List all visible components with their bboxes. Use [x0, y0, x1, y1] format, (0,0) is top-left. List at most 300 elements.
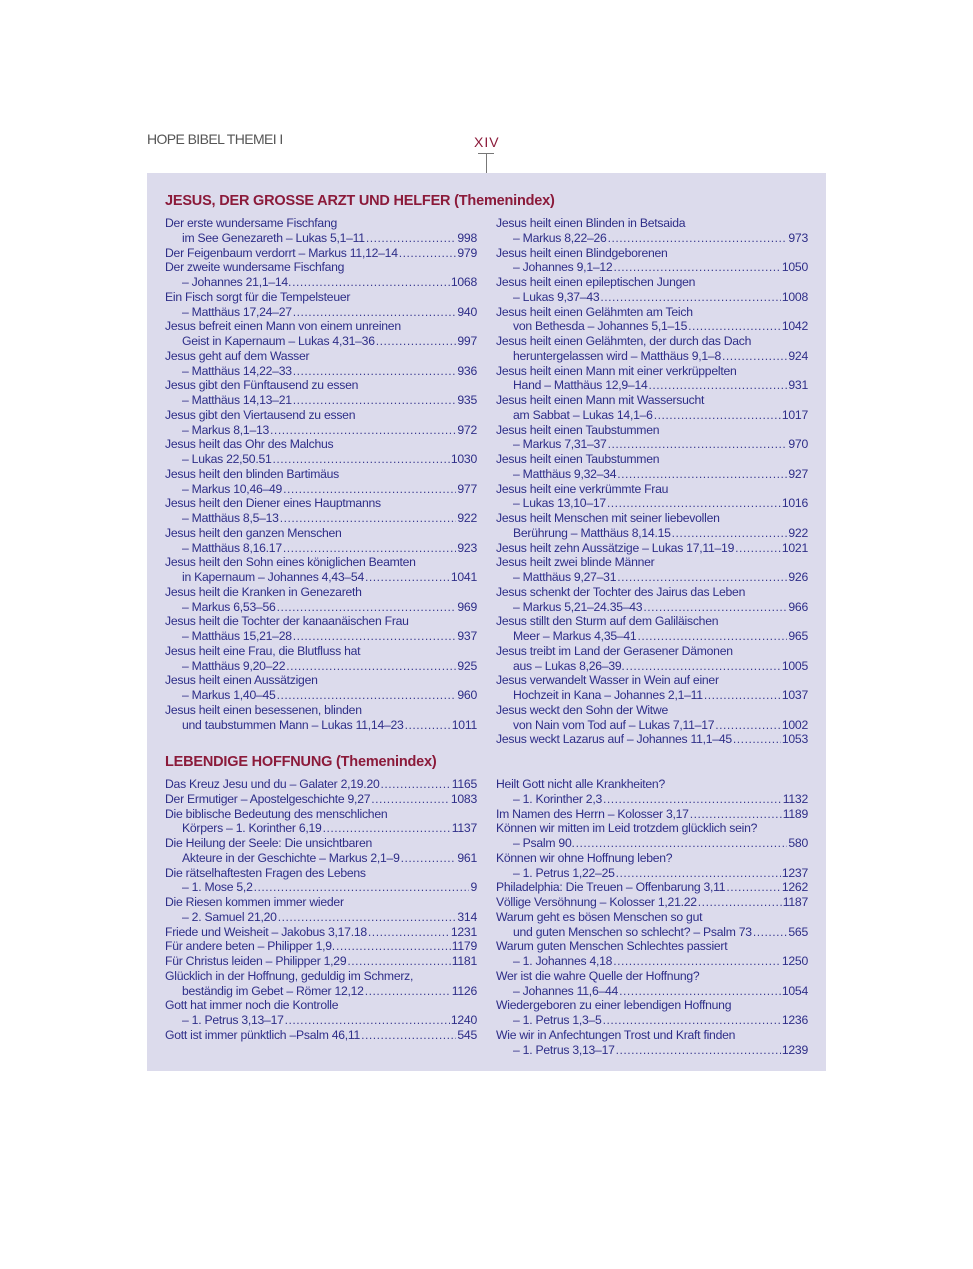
entry-line — [165, 231, 477, 246]
entry-line — [496, 585, 808, 600]
section-title-jesus-arzt: JESUS, DER GROSSE ARZT UND HELFER (Themenindex) — [165, 193, 555, 209]
dot-leader — [278, 910, 457, 925]
dot-leader — [286, 659, 456, 674]
index-entry — [496, 482, 808, 512]
entry-text: Die rätselhaftesten Fragen des Lebens — [165, 865, 366, 880]
entry-line — [496, 954, 808, 969]
entry-line — [496, 998, 808, 1013]
dot-leader — [293, 393, 457, 408]
entry-line — [165, 703, 477, 718]
entry-line — [496, 364, 808, 379]
entry-page-number: 1250 — [781, 954, 808, 968]
entry-line — [496, 260, 808, 275]
entry-text: – Matthäus 9,20–22 — [182, 658, 286, 673]
entry-line — [496, 866, 808, 881]
entry-text: – 2. Samuel 21,20 — [182, 909, 277, 924]
dot-leader — [616, 1043, 781, 1058]
entry-text: am Sabbat – Lukas 14,1–6 — [513, 407, 653, 422]
entry-text: – Markus 5,21–24.35–43 — [513, 599, 643, 614]
entry-text: aus – Lukas 8,26–39. — [513, 658, 625, 673]
entry-text: – Lukas 9,37–43 — [513, 289, 600, 304]
dot-leader — [654, 408, 781, 423]
dot-leader — [361, 1028, 456, 1043]
dot-leader — [270, 423, 456, 438]
dot-leader — [637, 629, 787, 644]
index-column — [165, 216, 477, 732]
index-entry — [165, 319, 477, 349]
entry-line — [496, 1013, 808, 1028]
entry-page-number: 998 — [457, 230, 477, 245]
entry-text: Hand – Matthäus 12,9–14 — [513, 378, 648, 393]
entry-text: heruntergelassen wird – Matthäus 9,1–8 — [513, 348, 721, 363]
entry-page-number: 1137 — [451, 821, 477, 836]
entry-page-number: 1005 — [781, 658, 808, 673]
page-marker-tick — [478, 153, 494, 173]
entry-line — [496, 851, 808, 866]
entry-line — [496, 939, 808, 954]
entry-line — [496, 821, 808, 836]
entry-line — [165, 437, 477, 452]
entry-line — [165, 910, 477, 925]
index-entry — [496, 880, 808, 895]
index-entry — [496, 541, 808, 556]
entry-line — [165, 659, 477, 674]
entry-text: – Psalm 90. — [513, 836, 575, 850]
dot-leader — [616, 866, 781, 881]
entry-line — [165, 526, 477, 541]
entry-line — [165, 467, 477, 482]
entry-text: Jesus stillt den Sturm auf dem Galiläischen — [496, 614, 719, 629]
entry-page-number: 1053 — [781, 732, 808, 747]
entry-text: Jesus heilt die Tochter der kanaanäischen Frau — [165, 614, 409, 629]
entry-page-number: 1165 — [451, 777, 477, 791]
entry-text: – Matthäus 14,13–21 — [182, 393, 292, 407]
dot-leader — [698, 895, 782, 910]
entry-page-number: 1179 — [451, 939, 477, 954]
entry-line — [496, 467, 808, 482]
entry-line — [496, 1028, 808, 1043]
entry-text: Jesus gibt den Fünftausend zu essen — [165, 378, 359, 393]
dot-leader — [608, 231, 788, 246]
entry-text: Jesus weckt Lazarus auf – Johannes 11,1–45 — [496, 732, 732, 747]
dot-leader — [613, 954, 781, 969]
entry-page-number: 1002 — [781, 717, 808, 732]
dot-leader — [277, 600, 457, 615]
entry-line — [496, 644, 808, 659]
entry-text: Heilt Gott nicht alle Krankheiten? — [496, 777, 665, 791]
entry-line — [165, 319, 477, 334]
entry-text: Jesus heilt einen Mann mit einer verkrüppelten — [496, 363, 737, 378]
index-entry — [496, 452, 808, 482]
entry-text: von Bethesda – Johannes 5,1–15 — [513, 319, 688, 334]
entry-text: Jesus heilt die Kranken in Genezareth — [165, 584, 362, 599]
entry-line — [165, 275, 477, 290]
entry-line — [496, 777, 808, 792]
entry-text: Das Kreuz Jesu und du – Galater 2,19.20 — [165, 777, 380, 791]
index-entry — [165, 467, 477, 497]
dot-leader — [365, 984, 451, 999]
entry-text: in Kapernaum – Johannes 4,43–54 — [182, 570, 364, 584]
entry-line — [496, 718, 808, 733]
entry-page-number: 1042 — [781, 319, 808, 334]
entry-page-number: 960 — [457, 688, 477, 702]
entry-text: Jesus heilt einen Taubstummen — [496, 422, 660, 437]
entry-text: Jesus heilt einen Gelähmten am Teich — [496, 304, 693, 319]
index-entry — [496, 423, 808, 453]
dot-leader — [607, 496, 781, 511]
entry-text: beständig im Gebet – Römer 12,12 — [182, 983, 364, 998]
entry-page-number: 922 — [788, 525, 808, 540]
entry-line — [496, 275, 808, 290]
entry-line — [165, 364, 477, 379]
entry-line — [496, 437, 808, 452]
index-column — [165, 777, 477, 1043]
entry-line — [496, 231, 808, 246]
entry-text: Jesus heilt einen besessenen, blinden — [165, 702, 362, 717]
dot-leader — [273, 452, 450, 467]
entry-page-number: 924 — [788, 348, 808, 363]
entry-text: – 1. Johannes 4,18 — [513, 954, 613, 968]
entry-page-number: 1237 — [781, 865, 808, 880]
entry-line — [165, 851, 477, 866]
dot-leader — [715, 718, 781, 733]
entry-text: und guten Menschen so schlecht? – Psalm 73 — [513, 924, 752, 939]
entry-text: Geist in Kapernaum – Lukas 4,31–36 — [182, 334, 375, 348]
entry-line — [165, 334, 477, 349]
entry-text: – Matthäus 14,22–33 — [182, 363, 292, 378]
entry-text: Jesus heilt einen epileptischen Jungen — [496, 275, 696, 289]
entry-text: Jesus heilt einen Taubstummen — [496, 452, 660, 466]
entry-text: Jesus heilt den Diener eines Hauptmanns — [165, 496, 381, 511]
entry-text: Warum guten Menschen Schlechtes passiert — [496, 939, 728, 954]
entry-text: Hochzeit in Kana – Johannes 2,1–11 — [513, 688, 703, 702]
entry-text: Berührung – Matthäus 8,14.15 — [513, 525, 671, 540]
dot-leader — [365, 570, 450, 585]
entry-line — [496, 408, 808, 423]
index-entry — [165, 437, 477, 467]
index-entry — [165, 895, 477, 925]
entry-text: Akteure in der Geschichte – Markus 2,1–9 — [182, 850, 400, 865]
entry-text: Jesus weckt den Sohn der Witwe — [496, 702, 669, 717]
index-entry — [165, 644, 477, 674]
index-column — [496, 777, 808, 1057]
entry-text: Der Feigenbaum verdorrt – Markus 11,12–14 — [165, 245, 398, 260]
dot-leader — [405, 718, 451, 733]
entry-page-number: 969 — [457, 599, 477, 614]
entry-line — [165, 555, 477, 570]
entry-page-number: 935 — [457, 393, 477, 407]
entry-page-number: 1050 — [781, 260, 808, 275]
dot-leader — [643, 600, 787, 615]
entry-page-number: 1239 — [781, 1042, 808, 1057]
entry-page-number: 1008 — [781, 289, 808, 304]
entry-text: Jesus treibt im Land der Gerasener Dämonen — [496, 643, 733, 658]
index-entry — [165, 349, 477, 379]
entry-text: Jesus heilt das Ohr des Malchus — [165, 437, 334, 452]
entry-line — [496, 673, 808, 688]
entry-line — [496, 423, 808, 438]
index-entry — [496, 777, 808, 807]
dot-leader — [381, 777, 451, 792]
entry-page-number: 1126 — [451, 983, 477, 998]
entry-line — [496, 629, 808, 644]
entry-page-number: 1189 — [782, 806, 808, 821]
entry-line — [496, 555, 808, 570]
entry-text: Wiedergeboren zu einer lebendigen Hoffnung — [496, 998, 732, 1013]
entry-page-number: 972 — [457, 422, 477, 437]
entry-page-number: 927 — [788, 466, 808, 481]
entry-text: Für Christus leiden – Philipper 1,29 — [165, 954, 347, 968]
entry-line — [496, 895, 808, 910]
entry-line — [165, 246, 477, 261]
entry-line — [165, 880, 477, 895]
entry-text: – Markus 6,53–56 — [182, 599, 276, 614]
entry-line — [496, 541, 808, 556]
index-entry — [165, 866, 477, 896]
entry-page-number: 940 — [457, 304, 477, 319]
entry-page-number: 970 — [788, 437, 808, 452]
dot-leader — [600, 290, 780, 305]
index-entry — [165, 614, 477, 644]
entry-text: – Matthäus 8,16.17 — [182, 540, 282, 555]
entry-text: Friede und Weisheit – Jakobus 3,17.18 — [165, 924, 367, 939]
entry-line — [165, 821, 477, 836]
dot-leader — [617, 467, 787, 482]
dot-leader — [619, 984, 781, 999]
entry-line — [496, 807, 808, 822]
entry-line — [165, 1013, 477, 1028]
entry-text: Die Heilung der Seele: Die unsichtbaren — [165, 836, 373, 850]
entry-line — [496, 305, 808, 320]
entry-page-number: 931 — [788, 378, 808, 393]
index-entry — [165, 216, 477, 246]
entry-text: – Markus 7,31–37 — [513, 437, 607, 452]
entry-line — [165, 673, 477, 688]
entry-text: – 1. Petrus 3,13–17 — [182, 1013, 284, 1027]
index-entry — [496, 821, 808, 851]
index-entry — [165, 555, 477, 585]
entry-text: Jesus heilt zwei blinde Männer — [496, 555, 655, 570]
running-header: HOPE BIBEL THEMEI I — [147, 131, 283, 147]
entry-text: – Matthäus 9,27–31 — [513, 570, 617, 584]
dot-leader — [722, 349, 787, 364]
entry-page-number: 314 — [457, 909, 477, 924]
dot-leader — [254, 880, 470, 895]
entry-line — [165, 496, 477, 511]
dot-leader — [726, 880, 781, 895]
entry-line — [165, 393, 477, 408]
dot-leader — [323, 821, 451, 836]
dot-leader — [753, 925, 788, 940]
entry-line — [496, 526, 808, 541]
entry-page-number: 1187 — [782, 895, 808, 909]
entry-text: – Matthäus 17,24–27 — [182, 304, 292, 319]
entry-line — [496, 570, 808, 585]
dot-leader — [617, 570, 787, 585]
entry-text: – Johannes 21,1–14. — [182, 275, 292, 289]
entry-line — [165, 600, 477, 615]
entry-page-number: 965 — [788, 629, 808, 643]
entry-page-number: 1054 — [781, 983, 808, 998]
index-entry — [165, 703, 477, 733]
entry-line — [165, 998, 477, 1013]
entry-line — [496, 984, 808, 999]
index-entry — [165, 792, 477, 807]
index-entry — [496, 895, 808, 910]
index-entry — [165, 290, 477, 320]
entry-line — [165, 305, 477, 320]
entry-text: Jesus heilt eine Frau, die Blutfluss hat — [165, 643, 361, 658]
entry-line — [496, 600, 808, 615]
entry-page-number: 922 — [457, 511, 477, 525]
index-entry — [496, 216, 808, 246]
entry-line — [165, 378, 477, 393]
entry-line — [496, 703, 808, 718]
index-entry — [496, 969, 808, 999]
entry-line — [165, 216, 477, 231]
entry-text: Können wir ohne Hoffnung leben? — [496, 850, 673, 865]
index-entry — [165, 246, 477, 261]
entry-page-number: 936 — [457, 363, 477, 378]
entry-line — [496, 496, 808, 511]
entry-text: und taubstummen Mann – Lukas 11,14–23 — [182, 717, 404, 732]
entry-text: Gott ist immer pünktlich –Psalm 46,11 — [165, 1027, 361, 1042]
entry-page-number: 1021 — [781, 540, 808, 555]
entry-line — [165, 895, 477, 910]
dot-leader — [376, 334, 457, 349]
entry-text: Der erste wundersame Fischfang — [165, 216, 338, 230]
index-entry — [496, 910, 808, 940]
index-entry — [165, 673, 477, 703]
entry-text: Jesus heilt den Sohn eines königlichen Beamten — [165, 555, 416, 570]
dot-leader — [690, 807, 782, 822]
entry-line — [496, 1043, 808, 1058]
index-entry — [165, 526, 477, 556]
dot-leader — [277, 688, 457, 703]
entry-text: – Lukas 13,10–17 — [513, 496, 606, 511]
entry-text: Der Ermutiger – Apostelgeschichte 9,27 — [165, 791, 371, 806]
index-entry — [165, 954, 477, 969]
entry-line — [165, 482, 477, 497]
dot-leader — [283, 482, 456, 497]
index-entry — [165, 496, 477, 526]
entry-text: Philadelphia: Die Treuen – Offenbarung 3,11 — [496, 880, 726, 895]
entry-text: – Matthäus 9,32–34 — [513, 466, 617, 481]
entry-text: Warum geht es bösen Menschen so gut — [496, 909, 703, 924]
entry-line — [165, 954, 477, 969]
entry-page-number: 937 — [457, 629, 477, 643]
entry-line — [165, 984, 477, 999]
entry-line — [165, 260, 477, 275]
index-entry — [165, 939, 477, 954]
entry-text: Jesus geht auf dem Wasser — [165, 348, 310, 363]
entry-text: – Matthäus 8,5–13 — [182, 511, 279, 525]
entry-line — [165, 1028, 477, 1043]
index-entry — [496, 807, 808, 822]
entry-line — [165, 644, 477, 659]
index-entry — [165, 378, 477, 408]
entry-text: – 1. Petrus 3,13–17 — [513, 1042, 615, 1057]
entry-line — [496, 910, 808, 925]
entry-line — [165, 866, 477, 881]
entry-page-number: 1030 — [450, 452, 477, 466]
entry-page-number: 925 — [457, 658, 477, 673]
index-entry — [496, 393, 808, 423]
entry-text: – 1. Korinther 2,3 — [513, 791, 602, 806]
entry-page-number: 979 — [457, 245, 477, 260]
entry-text: Jesus heilt einen Gelähmten, der durch das Dach — [496, 334, 752, 348]
entry-line — [165, 511, 477, 526]
entry-text: Jesus heilt einen Blinden in Betsaida — [496, 216, 686, 230]
index-entry — [165, 777, 477, 792]
index-entry — [496, 555, 808, 585]
entry-line — [165, 614, 477, 629]
entry-text: – Johannes 11,6–44 — [513, 983, 619, 998]
dot-leader — [603, 792, 782, 807]
entry-line — [165, 925, 477, 940]
dot-leader — [608, 437, 788, 452]
index-entry — [165, 969, 477, 999]
dot-leader — [649, 378, 788, 393]
dot-leader — [368, 925, 450, 940]
entry-text: – Lukas 22,50.51 — [182, 452, 272, 466]
entry-text: Die Riesen kommen immer wieder — [165, 895, 344, 909]
index-entry — [165, 925, 477, 940]
entry-text: – Markus 8,1–13 — [182, 422, 270, 437]
index-entry — [496, 334, 808, 364]
entry-text: Jesus gibt den Viertausend zu essen — [165, 407, 356, 422]
entry-text: – Markus 10,46–49 — [182, 481, 283, 496]
entry-text: Die biblische Bedeutung des menschlichen — [165, 806, 388, 821]
entry-text: Der zweite wundersame Fischfang — [165, 260, 345, 275]
entry-page-number: 1017 — [781, 407, 808, 422]
entry-line — [496, 925, 808, 940]
index-entry — [165, 836, 477, 866]
index-entry — [165, 807, 477, 837]
entry-page-number: 1037 — [781, 688, 808, 702]
dot-leader — [626, 659, 781, 674]
entry-line — [165, 452, 477, 467]
entry-text: im See Genezareth – Lukas 5,1–11 — [182, 230, 365, 245]
dot-leader — [704, 688, 781, 703]
index-entry — [496, 275, 808, 305]
dot-leader — [285, 1013, 450, 1028]
entry-line — [165, 969, 477, 984]
entry-text: Meer – Markus 4,35–41 — [513, 629, 637, 643]
entry-line — [496, 614, 808, 629]
entry-text: Jesus heilt eine verkrümmte Frau — [496, 481, 669, 496]
entry-line — [496, 393, 808, 408]
entry-text: Im Namen des Herrn – Kolosser 3,17 — [496, 806, 689, 821]
index-entry — [496, 246, 808, 276]
entry-page-number: 545 — [457, 1027, 477, 1042]
index-entry — [496, 998, 808, 1028]
entry-text: Können wir mitten im Leid trotzdem glücklich sein? — [496, 821, 758, 836]
entry-page-number: 1231 — [450, 924, 477, 939]
dot-leader — [293, 629, 457, 644]
entry-text: – 1. Petrus 1,3–5 — [513, 1013, 602, 1027]
entry-text: Körpers – 1. Korinther 6,19 — [182, 821, 322, 836]
entry-line — [165, 718, 477, 733]
entry-page-number: 923 — [457, 540, 477, 555]
entry-line — [165, 836, 477, 851]
entry-page-number: 961 — [457, 850, 477, 865]
entry-page-number: 1181 — [451, 954, 477, 968]
entry-line — [496, 246, 808, 261]
entry-page-number: 1262 — [781, 880, 808, 895]
entry-line — [496, 880, 808, 895]
entry-line — [496, 969, 808, 984]
